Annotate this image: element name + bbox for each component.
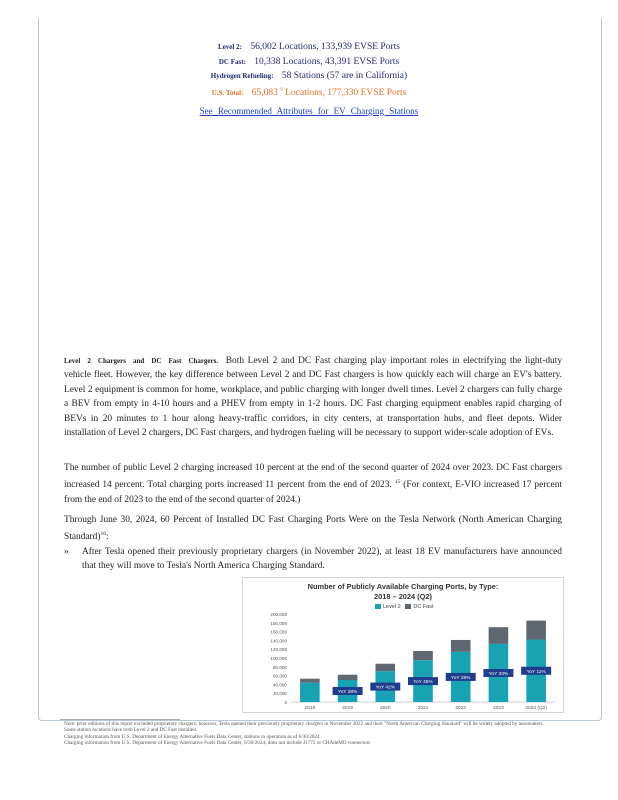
stat-hydrogen	[0, 69, 618, 84]
x-tick-label: 2023	[493, 706, 504, 711]
chart-title-line1: Number of Publicly Available Charging Ports, by Type:	[307, 582, 499, 591]
y-tick-label: 100,000	[270, 656, 287, 661]
yoy-label: YoY 11%	[526, 669, 546, 675]
yoy-label: YoY 28%	[337, 690, 358, 695]
footnote-14: Some station locations have both Level 2 and DC Fast installed.	[64, 727, 197, 734]
y-tick-label: 140,000	[270, 638, 287, 644]
paragraph-tesla-body: Through June 30, 2024, 60 Percent of Installed DC Fast Charging Ports Were on the Tesla Network (North American Charging Standard)	[64, 515, 562, 543]
y-tick-label: 200,000	[270, 612, 287, 617]
bar-dc-fast	[451, 640, 471, 652]
y-tick-label: 0	[284, 700, 287, 705]
charging-ports-chart	[242, 577, 564, 713]
y-tick-label: 80,000	[272, 664, 287, 670]
recommended-attributes-link[interactable]: See Recommended Attributes for EV Charging Stations	[199, 106, 419, 116]
paragraph-chargers	[64, 354, 562, 440]
paragraph-growth-tail: (For context, E-VIO increased 17 percent from the end of 2023 to the end of the second quarter of 2024.)	[64, 480, 562, 505]
x-tick-label: 2022	[455, 706, 467, 711]
bar-dc-fast	[338, 675, 358, 680]
legend-label-level2: Level 2	[383, 604, 401, 610]
x-tick-label: 2021	[417, 706, 429, 711]
stat-level2-label: Level 2:	[218, 43, 242, 51]
x-tick-label: 2018	[304, 706, 316, 711]
footnote-note: Note: prior editions of this report excluded proprietary chargers; however, Tesla opened their previously proprietary chargers in November 2022 and their "North American Charging Standard" will be widely adopted by automakers.	[64, 721, 544, 727]
x-tick-label: 2024 (Q2)	[525, 706, 547, 711]
yoy-label: YoY 42%	[375, 685, 396, 691]
bar-level2	[300, 683, 320, 702]
bar-dc-fast	[375, 664, 395, 671]
footnote-15: Charging information from U.S. Department of Energy Alternative Fuels Data Center, stations in operation as of 6/30/2024	[64, 733, 320, 740]
paragraph-growth-footnote-ref: 15	[394, 479, 401, 486]
paragraph-tesla	[64, 513, 562, 545]
stat-dc-fast	[0, 55, 618, 70]
yoy-label: YoY 45%	[413, 680, 433, 686]
stat-total-label: U.S. Total:	[211, 88, 244, 97]
bullet-marker: »	[64, 547, 69, 557]
bar-dc-fast	[413, 651, 433, 660]
stat-total-value-a: 65,083	[251, 87, 278, 98]
y-tick-label: 60,000	[272, 673, 287, 679]
stat-total-value-b: Locations, 177,330 EVSE Ports	[285, 87, 407, 98]
paragraph-tesla-tail: :	[105, 532, 109, 543]
stat-dc-fast-label: DC Fast:	[218, 57, 246, 66]
stat-hydrogen-label: Hydrogen Refueling:	[210, 72, 274, 81]
yoy-label: YoY 28%	[450, 675, 471, 681]
chart-title-line2: 2018 – 2024 (Q2)	[374, 592, 432, 601]
paragraph-growth-body: The number of public Level 2 charging increased 10 percent at the end of the second quarter of 2024 over 2023. DC Fast chargers increased 14 percent. Total charging ports increased 11 percent from the end of 2023.	[64, 463, 562, 491]
bar-dc-fast	[489, 627, 509, 644]
y-tick-label: 120,000	[270, 647, 287, 653]
paragraph-tesla-footnote-ref: 16	[100, 531, 106, 538]
stat-us-total	[0, 84, 618, 101]
legend-label-dc-fast: DC Fast	[413, 604, 434, 610]
y-tick-label: 180,000	[270, 620, 287, 626]
paragraph-growth	[64, 461, 562, 507]
chart-plot	[243, 578, 563, 712]
yoy-label: YoY 33%	[488, 671, 509, 677]
y-tick-label: 20,000	[272, 691, 287, 697]
footnote-rule	[60, 719, 180, 720]
bullet-text: After Tesla opened their previously proprietary chargers (in November 2022), at least 18 EV manufacturers have announced that they will move to Tesla's North America Charging Standard.	[82, 547, 562, 572]
bar-dc-fast	[526, 621, 546, 640]
stat-dc-fast-value: 10,338 Locations, 43,391 EVSE Ports	[254, 56, 400, 67]
stat-total-footnote-ref: 9	[280, 87, 283, 93]
paragraph-chargers-heading: Level 2 Chargers and DC Fast Chargers.	[64, 357, 219, 365]
bar-dc-fast	[300, 679, 320, 683]
stat-hydrogen-value: 58 Stations (57 are in California)	[281, 71, 408, 82]
footnote-16: Charging information from U.S. Department of Energy Alternative Fuels Data Center, 6/30/2024; does not include J1772 or CHAdeMO connectors	[64, 740, 371, 747]
stat-level2	[0, 40, 618, 55]
paragraph-chargers-body: Both Level 2 and DC Fast charging play important roles in electrifying the light-duty vehicle fleet. However, the key difference between Level 2 and DC Fast chargers is how quickly each will charge an EV's battery. Level 2 equipment is common for home, workplace, and public charging with longer dwell times. Level 2 chargers can fully charge a BEV from empty in 4-10 hours and a PHEV from empty in 1-2 hours. DC Fast charging equipment enables rapid charging of BEVs in 20 minutes to 1 hour along heavy-traffic corridors, in city centers, at transportation hubs, and fleet depots. Wider installation of Level 2 chargers, DC Fast chargers, and hydrogen fueling will be necessary to support wider-scale adoption of EVs.	[64, 356, 563, 439]
x-tick-label: 2019	[342, 706, 353, 711]
charging-stats	[0, 40, 618, 101]
footnotes	[64, 721, 584, 747]
x-tick-label: 2020	[379, 706, 391, 711]
y-tick-label: 40,000	[272, 682, 287, 688]
y-tick-label: 160,000	[270, 629, 287, 635]
stat-level2-value: 56,002 Locations, 133,939 EVSE Ports	[250, 42, 400, 52]
